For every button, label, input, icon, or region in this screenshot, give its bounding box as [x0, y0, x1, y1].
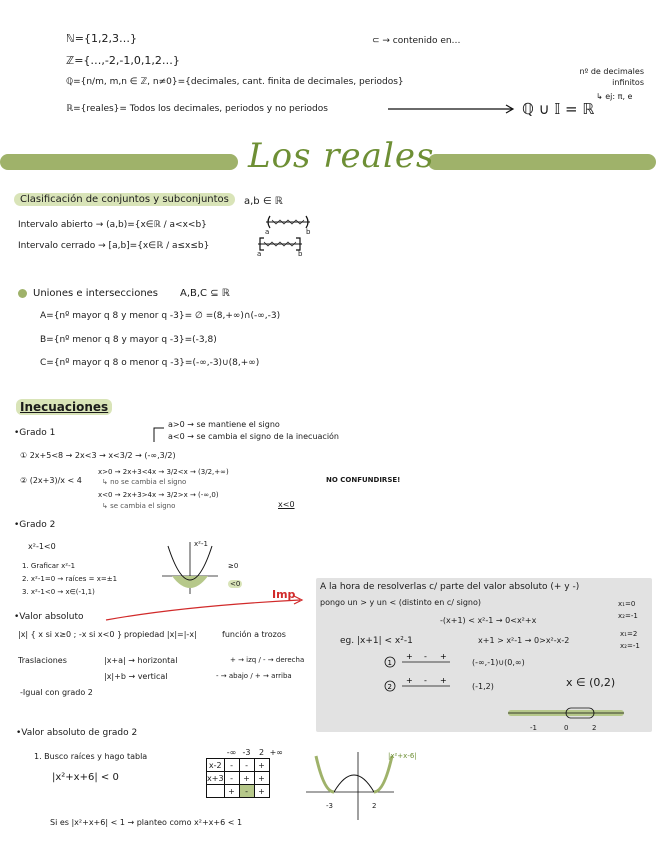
case-positive: x>0 → 2x+3<4x → 3/2<x → (3/2,+∞)	[98, 468, 229, 476]
grade2-label: •Grado 2	[14, 520, 56, 530]
table-corner	[207, 746, 225, 759]
irrationals-example: ↳ ej: π, e	[596, 92, 633, 101]
svg-text:-: -	[424, 652, 427, 661]
contained-note: ⊂ → contenido en…	[372, 36, 461, 46]
unions-heading-text: Uniones e intersecciones	[33, 288, 159, 299]
note-solution-2: (-1,2)	[472, 682, 494, 691]
svg-text:1: 1	[387, 659, 392, 667]
table-cell: x+3	[207, 773, 224, 783]
inequalities-heading	[16, 400, 112, 414]
svg-text:2: 2	[387, 683, 392, 691]
parabola-graph	[162, 540, 222, 596]
si-es-note: Si es |x²+x+6| < 1 → planteo como x²+x+6 < 1	[50, 818, 243, 827]
svg-text:+: +	[440, 652, 447, 661]
graph-ge0: ≥0	[228, 562, 239, 570]
abs-property: propiedad |x|=|-x|	[124, 630, 197, 639]
graph-label: x²-1	[194, 540, 208, 548]
imp-arrow-icon	[104, 594, 304, 624]
open-label-b: b	[306, 228, 311, 236]
closed-label-b: b	[298, 250, 303, 258]
union-formula: ℚ ∪ 𝕀 = ℝ	[522, 100, 595, 118]
line-label-0: 0	[564, 724, 569, 732]
note-result: x ∈ (0,2)	[566, 676, 616, 689]
rule-negative: a<0 → se cambia el signo de la inecuación	[168, 432, 340, 441]
table-header-cell: 2	[258, 747, 265, 757]
grade2-step-1: 1. Graficar x²-1	[22, 562, 76, 570]
grade2-step-2: 2. x²-1=0 → raíces = x=±1	[22, 575, 118, 583]
note-roots-1a: x₁=0	[618, 600, 636, 608]
svg-text:+: +	[406, 676, 413, 685]
grade1-example-2: ② (2x+3)/x < 4	[20, 476, 82, 485]
open-label-a: a	[265, 228, 270, 236]
step-roots: 1. Busco raíces y hago tabla	[34, 752, 148, 761]
table-header-cell: -3	[242, 747, 251, 757]
translation-horizontal-dir: + → izq / - → derecha	[230, 656, 305, 664]
translation-horizontal: |x+a| → horizontal	[104, 656, 178, 665]
arrow-right-icon	[388, 104, 518, 114]
unions-sets: A,B,C ⊆ ℝ	[180, 288, 230, 299]
closed-label-a: a	[257, 250, 262, 258]
sign-table	[206, 746, 285, 798]
note-title: A la hora de resolverlas c/ parte del valor absoluto (+ y -)	[320, 582, 580, 592]
table-cell: -	[239, 759, 254, 772]
graph-lt0: <0	[230, 580, 241, 588]
note-sub: pongo un > y un < (distinto en c/ signo)	[320, 598, 482, 607]
integers-def: ℤ={…,-2,-1,0,1,2…}	[66, 54, 180, 67]
set-b: B={nº menor q 8 y mayor q -3}=(-3,8)	[40, 335, 217, 345]
table-cell: -	[224, 772, 239, 785]
set-a: A={nº mayor q 8 y menor q -3}= ∅ =(8,+∞)∩(-∞,-3)	[40, 311, 281, 321]
imp-label: Imp	[272, 588, 296, 601]
note-roots-2b: x₂=-1	[620, 642, 640, 650]
x-lt-0: x<0	[278, 500, 295, 509]
table-header-cell: -∞	[226, 747, 237, 757]
graph2-x1: -3	[326, 802, 333, 810]
note-solution-1: (-∞,-1)∪(0,∞)	[472, 658, 525, 667]
reals-def: ℝ={reales}= Todos los decimales, periodos y no periodos	[66, 104, 328, 114]
table-cell: +	[254, 772, 269, 785]
classification-condition: a,b ∈ ℝ	[244, 196, 283, 207]
table-row	[207, 772, 285, 785]
no-confundirse: NO CONFUNDIRSE!	[326, 476, 401, 484]
same-grade2: -Igual con grado 2	[20, 688, 93, 697]
sign-charts	[384, 654, 464, 698]
page-title: Los reales	[248, 136, 435, 176]
title-band-right	[428, 154, 656, 170]
svg-text:+: +	[440, 676, 447, 685]
open-interval: Intervalo abierto → (a,b)={x∈ℝ / a<x<b}	[18, 220, 207, 230]
note-roots-1b: x₂=-1	[618, 612, 638, 620]
line-label-2: 2	[592, 724, 597, 732]
naturals-def: ℕ={1,2,3…}	[66, 32, 138, 45]
case-positive-note: ↳ no se cambia el signo	[102, 478, 187, 486]
table-cell-empty	[269, 785, 284, 798]
table-cell: +	[224, 785, 239, 798]
unions-heading	[18, 288, 158, 299]
closed-interval: Intervalo cerrado → [a,b]={x∈ℝ / a≤x≤b}	[18, 241, 210, 251]
table-cell	[207, 785, 225, 798]
abs-definition: |x| { x si x≥0 ; -x si x<0 }	[18, 630, 123, 639]
abs-grade2-heading: •Valor absoluto de grado 2	[16, 728, 138, 738]
rule-positive: a>0 → se mantiene el signo	[168, 420, 280, 429]
note-example: eg. |x+1| < x²-1	[340, 636, 413, 646]
classification-heading-text: Clasificación de conjuntos y subconjuntos	[14, 193, 235, 206]
table-cell: -	[224, 759, 239, 772]
note-roots-2a: x₁=2	[620, 630, 638, 638]
rationals-def: ℚ={n/m, m,n ∈ ℤ, n≠0}={decimales, cant. finita de decimales, periodos}	[66, 77, 404, 87]
case-negative-note: ↳ se cambia el signo	[102, 502, 176, 510]
abs-piecewise: función a trozos	[222, 630, 286, 639]
table-cell-empty	[269, 772, 284, 785]
table-cell: x-2	[207, 759, 225, 772]
table-cell-empty	[269, 759, 284, 772]
title-band-left	[0, 154, 238, 170]
table-cell: +	[254, 759, 269, 772]
set-c: C={nº mayor q 8 o menor q -3}=(-∞,-3)∪(8,+∞)	[40, 358, 260, 368]
translation-vertical: |x|+b → vertical	[104, 672, 168, 681]
inequalities-heading-text: Inecuaciones	[16, 399, 112, 415]
svg-text:-: -	[424, 676, 427, 685]
note-case-2: x+1 > x²-1 → 0>x²-x-2	[478, 636, 570, 645]
grade1-example-1: ① 2x+5<8 → 2x<3 → x<3/2 → (-∞,3/2)	[20, 451, 176, 460]
table-row	[207, 785, 285, 798]
table-cell: +	[239, 772, 254, 785]
grade2-step-3: 3. x²-1<0 → x∈(-1,1)	[22, 588, 95, 596]
translation-vertical-dir: - → abajo / + → arriba	[216, 672, 292, 680]
classification-heading	[14, 194, 235, 205]
abs-grade2-inequality: |x²+x+6| < 0	[52, 772, 119, 783]
grade1-label: •Grado 1	[14, 428, 56, 438]
bullet-dot-icon	[18, 289, 27, 298]
bracket-arrow-icon	[152, 424, 166, 442]
title-banner	[0, 132, 656, 188]
line-label-neg1: -1	[530, 724, 537, 732]
graph2-x2: 2	[372, 802, 377, 810]
note-case-1: -(x+1) < x²-1 → 0<x²+x	[440, 616, 537, 625]
table-row	[207, 759, 285, 772]
case-negative: x<0 → 2x+3>4x → 3/2>x → (-∞,0)	[98, 491, 219, 499]
irrationals-note: nº de decimales infinitos	[579, 67, 644, 87]
abs-parabola-graph	[306, 752, 396, 822]
table-cell-highlight: -	[239, 785, 254, 798]
translations-label: Traslaciones	[18, 656, 67, 665]
abs-heading: •Valor absoluto	[14, 612, 84, 622]
svg-text:+: +	[406, 652, 413, 661]
table-header-cell: +∞	[269, 747, 283, 757]
table-cell: +	[254, 785, 269, 798]
graph2-label: |x²+x-6|	[388, 752, 417, 760]
grade2-equation: x²-1<0	[28, 542, 56, 551]
